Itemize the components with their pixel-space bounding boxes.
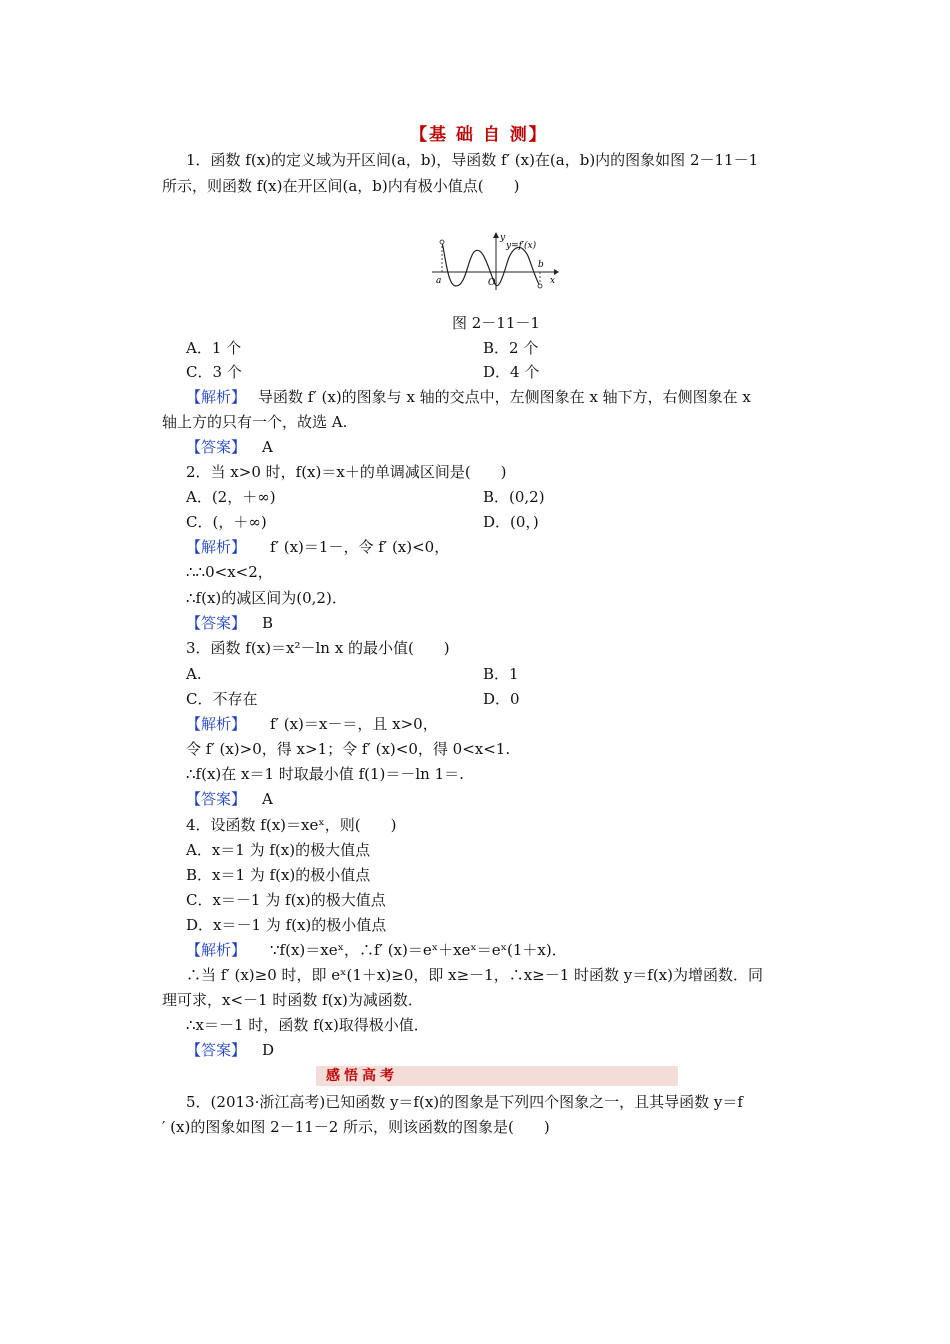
section-title: 【基 础 自 测】 — [410, 125, 548, 145]
q1-option-a: A．1 个 — [186, 339, 242, 357]
q2-analysis-line2: ∴∴0<x<2， — [186, 563, 273, 581]
q3-analysis-line3: ∴f(x)在 x＝1 时取最小值 f(1)＝－ln 1＝. — [186, 765, 464, 783]
q4-analysis-tag: 【解析】 — [186, 941, 247, 959]
q3-option-b: B．1 — [483, 665, 519, 683]
q3-analysis-line2: 令 f′ (x)>0，得 x>1；令 f′ (x)<0，得 0<x<1. — [186, 740, 511, 758]
q4-answer: D — [262, 1041, 275, 1059]
q4-option-a: A．x＝1 为 f(x)的极大值点 — [186, 841, 371, 859]
q5-stem-line2: ′ (x)的图象如图 2－11－2 所示，则该函数的图象是( ) — [162, 1118, 550, 1136]
q4-stem: 4．设函数 f(x)＝xeˣ，则( ) — [186, 816, 397, 834]
y-axis-label: y — [500, 233, 506, 243]
q5-stem-line1: 5．(2013·浙江高考)已知函数 y＝f(x)的图象是下列四个图象之一，且其导函数 y＝f — [186, 1093, 743, 1111]
point-a-label: a — [436, 276, 442, 286]
q2-option-a: A．(2，＋∞) — [186, 488, 276, 506]
q3-stem: 3．函数 f(x)＝x²－ln x 的最小值( ) — [186, 639, 450, 657]
q2-analysis-line3: ∴f(x)的减区间为(0,2)． — [186, 589, 347, 607]
q1-analysis-tag: 【解析】 — [186, 388, 247, 406]
x-axis-arrow — [554, 269, 559, 275]
q4-analysis-line2: ∴当 f′ (x)≥0 时，即 eˣ(1＋x)≥0，即 x≥－1，∴x≥－1 时函数 y＝f(x)为增函数．同 — [186, 966, 763, 984]
q4-option-b: B．x＝1 为 f(x)的极小值点 — [186, 866, 371, 884]
q1-analysis-line2: 轴上方的只有一个，故选 A. — [162, 413, 348, 431]
q1-option-b: B．2 个 — [483, 339, 539, 357]
q3-option-c: C．不存在 — [186, 690, 258, 708]
q4-analysis-line3: 理可求，x<－1 时函数 f(x)为减函数． — [162, 991, 423, 1009]
open-endpoint-b — [538, 284, 542, 288]
q3-analysis-tag: 【解析】 — [186, 715, 247, 733]
q2-answer: B — [262, 614, 274, 632]
q4-option-d: D．x＝－1 为 f(x)的极小值点 — [186, 916, 387, 934]
q1-answer-tag: 【答案】 — [186, 438, 247, 456]
q4-answer-tag: 【答案】 — [186, 1041, 247, 1059]
q2-option-d: D．(0，) — [483, 513, 539, 531]
q1-stem-line2: 所示，则函数 f(x)在开区间(a，b)内有极小值点( ) — [162, 177, 520, 195]
q2-stem: 2．当 x>0 时，f(x)＝x＋的单调减区间是( ) — [186, 463, 507, 481]
x-axis-label: x — [550, 276, 556, 286]
q1-option-c: C．3 个 — [186, 363, 242, 381]
q1-figure-caption: 图 2－11－1 — [452, 314, 540, 332]
q2-answer-tag: 【答案】 — [186, 614, 247, 632]
open-endpoint-a — [440, 240, 444, 244]
q3-answer: A — [262, 790, 273, 808]
q3-answer-tag: 【答案】 — [186, 790, 247, 808]
q1-answer: A — [262, 438, 273, 456]
q1-stem-line1: 1．函数 f(x)的定义域为开区间(a，b)，导函数 f′ (x)在(a，b)内的图象如图 2－11－1 — [186, 151, 759, 169]
q1-analysis-line1: 导函数 f′ (x)的图象与 x 轴的交点中，左侧图象在 x 轴下方，右侧图象在 x — [258, 388, 751, 406]
point-b-label: b — [538, 260, 544, 270]
q3-option-a: A. — [186, 665, 202, 683]
q4-option-c: C．x＝－1 为 f(x)的极大值点 — [186, 891, 386, 909]
q2-analysis-line1: f′ (x)＝1－，令 f′ (x)<0， — [270, 538, 450, 556]
q1-option-d: D．4 个 — [483, 363, 540, 381]
q4-analysis-line4: ∴x＝－1 时，函数 f(x)取得极小值． — [186, 1016, 429, 1034]
q3-analysis-line1: f′ (x)＝x－＝，且 x>0， — [270, 715, 438, 733]
q1-derivative-graph — [428, 230, 560, 292]
function-label: y=f′(x) — [506, 241, 537, 251]
q3-option-d: D．0 — [483, 690, 520, 708]
q4-analysis-line1: ∵f(x)＝xeˣ，∴f′ (x)＝eˣ＋xeˣ＝eˣ(1＋x)． — [270, 941, 567, 959]
y-axis-arrow — [493, 232, 499, 238]
q2-option-c: C．(，＋∞) — [186, 513, 267, 531]
origin-label: O — [488, 278, 496, 288]
q2-option-b: B．(0,2) — [483, 488, 545, 506]
section-banner-title: 感悟高考 — [326, 1068, 398, 1084]
q2-analysis-tag: 【解析】 — [186, 538, 247, 556]
